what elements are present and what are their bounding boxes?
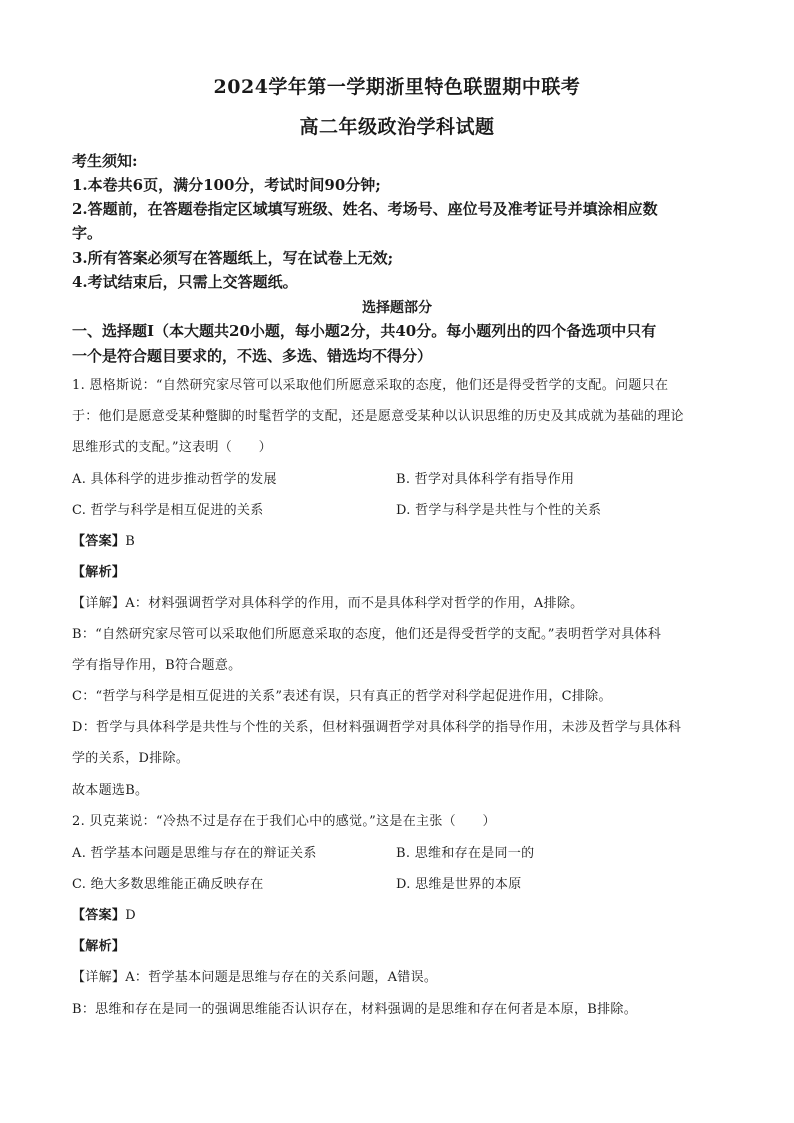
q2-detail-a: 【详解】A：哲学基本问题是思维与存在的关系问题，A错误。 bbox=[72, 970, 438, 985]
q2-detail-b: B：思维和存在是同一的强调思维能否认识存在，材料强调的是思维和存在何者是本原，B排除。 bbox=[72, 1002, 638, 1017]
q1-option-c: C. 哲学与科学是相互促进的关系 bbox=[72, 503, 264, 518]
section-title: 选择题部分 bbox=[362, 300, 432, 316]
q1-stem-end: 思维形式的支配。”这表明（ ） bbox=[72, 440, 272, 455]
exam-title: 2024学年第一学期浙里特色联盟期中联考 bbox=[213, 76, 581, 98]
q2-stem: 2. 贝克莱说：“冷热不过是存在于我们心中的感觉。”这是在主张（ ） bbox=[72, 814, 496, 829]
q2-option-a: A. 哲学基本问题是思维与存在的辩证关系 bbox=[72, 846, 317, 861]
q1-stem: 1. 恩格斯说：“自然研究家尽管可以采取他们所愿意采取的态度，他们还是得受哲学的支配。问题只在 bbox=[72, 378, 669, 393]
q1-answer-value: B bbox=[125, 534, 136, 549]
q2-option-d: D. 思维是世界的本原 bbox=[396, 877, 522, 892]
q1-detail-c: C：“哲学与科学是相互促进的关系”表述有误，只有真正的哲学对科学起促进作用，C排除。 bbox=[72, 689, 612, 704]
q1-detail-a: 【详解】A：材料强调哲学对具体科学的作用，而不是具体科学对哲学的作用，A排除。 bbox=[72, 596, 584, 611]
notice-heading: 考生须知: bbox=[72, 152, 138, 170]
q1-stem-cont: 于：他们是愿意受某种蹩脚的时髦哲学的支配，还是愿意受某种以认识思维的历史及其成就为基础的理论 bbox=[72, 409, 684, 424]
q2-option-b: B. 思维和存在是同一的 bbox=[396, 846, 535, 861]
q1-detail-b: B：“自然研究家尽管可以采取他们所愿意采取的态度，他们还是得受哲学的支配。”表明哲学对具体科 bbox=[72, 627, 662, 642]
q1-detail-b-cont: 学有指导作用，B符合题意。 bbox=[72, 658, 242, 673]
q1-detail-d: D：哲学与具体科学是共性与个性的关系，但材料强调哲学对具体科学的指导作用，未涉及哲学与具体科 bbox=[72, 720, 682, 735]
section-intro-cont: 一个是符合题目要求的，不选、多选、错选均不得分） bbox=[72, 347, 433, 365]
q2-option-c: C. 绝大多数思维能正确反映存在 bbox=[72, 877, 264, 892]
q2-answer-label: 【答案】 bbox=[72, 908, 126, 923]
q1-option-d: D. 哲学与科学是共性与个性的关系 bbox=[396, 503, 602, 518]
notice-item-4: 4.考试结束后，只需上交答题纸。 bbox=[72, 273, 298, 291]
q2-answer bbox=[72, 904, 722, 923]
q1-option-a: A. 具体科学的进步推动哲学的发展 bbox=[72, 472, 277, 487]
q1-option-b: B. 哲学对具体科学有指导作用 bbox=[396, 472, 575, 487]
q1-answer bbox=[72, 530, 722, 549]
exam-subtitle: 高二年级政治学科试题 bbox=[299, 116, 495, 138]
q1-answer-label: 【答案】 bbox=[72, 534, 126, 549]
notice-item-1: 1.本卷共6页，满分100分，考试时间90分钟; bbox=[72, 176, 381, 194]
q1-analysis-label: 【解析】 bbox=[72, 565, 126, 580]
notice-item-2: 2.答题前，在答题卷指定区域填写班级、姓名、考场号、座位号及准考证号并填涂相应数 bbox=[72, 200, 658, 218]
q1-conclusion: 故本题选B。 bbox=[72, 783, 149, 798]
notice-item-3: 3.所有答案必须写在答题纸上，写在试卷上无效; bbox=[72, 249, 394, 267]
q2-answer-value: D bbox=[125, 908, 136, 923]
section-intro: 一、选择题Ⅰ（本大题共20小题，每小题2分，共40分。每小题列出的四个备选项中只有 bbox=[72, 322, 657, 340]
notice-item-2-cont: 字。 bbox=[72, 224, 103, 242]
q1-detail-d-cont: 学的关系，D排除。 bbox=[72, 751, 190, 766]
q2-analysis-label: 【解析】 bbox=[72, 939, 126, 954]
